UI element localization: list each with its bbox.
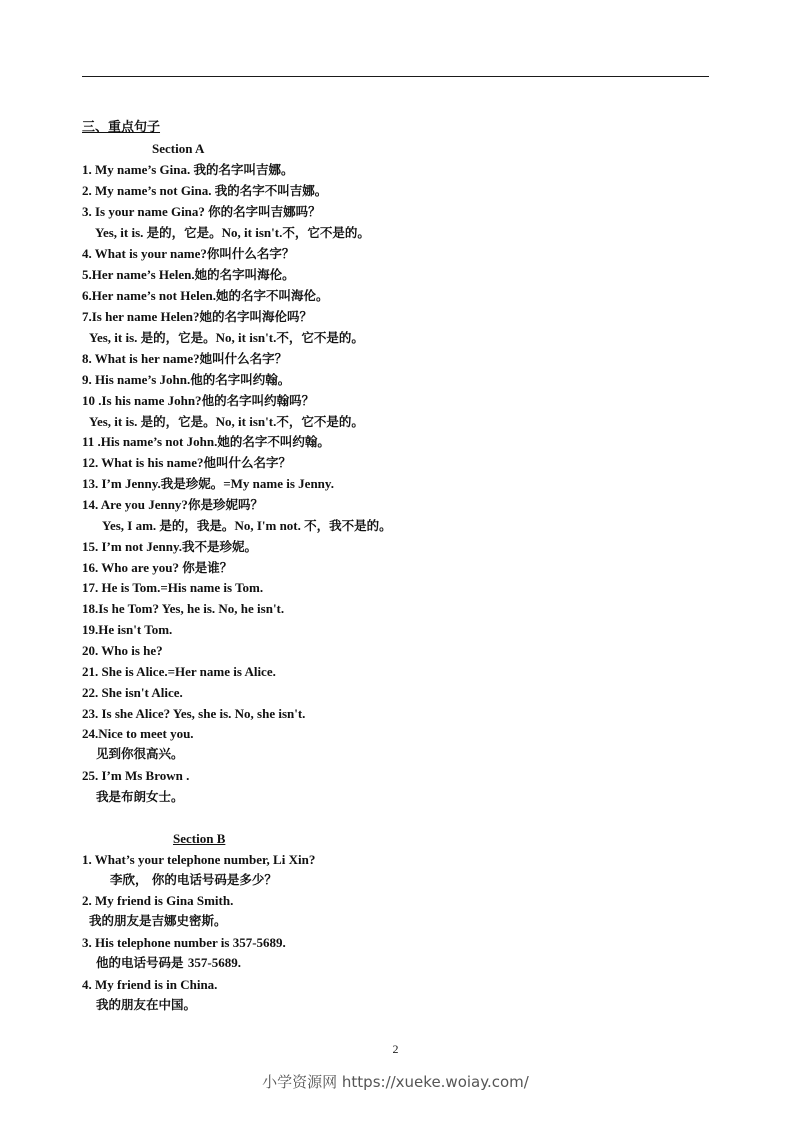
sentence-line: 22. She isn't Alice.	[82, 685, 183, 700]
sentence-line: 3. His telephone number is 357-5689.	[82, 935, 286, 950]
sentence-line	[82, 183, 327, 199]
sentence-line	[82, 476, 334, 492]
sentence-line	[82, 351, 287, 367]
sentence-line: 17. He is Tom.=His name is Tom.	[82, 580, 264, 595]
sentence-cn: 他叫什么名字？	[203, 455, 291, 470]
sentence-en: 13. I’m Jenny.	[82, 476, 161, 491]
sentence-en: 14. Are you Jenny?	[82, 497, 188, 512]
sentence-en: 5.Her name’s Helen.	[82, 267, 195, 282]
sentence-en: 3. Is your name Gina?	[82, 204, 209, 219]
translation-line: 见到你很高兴。	[96, 746, 184, 761]
answer-en-2: No, it isn't.	[221, 225, 283, 240]
answer-cn-2: 不，它不是的。	[276, 330, 364, 345]
sentence-en: 10 .Is his name John?	[82, 393, 202, 408]
header-rule	[82, 76, 709, 77]
sentence-line	[82, 539, 257, 555]
sentence-cn: 他的名字叫约翰吗？	[201, 393, 315, 408]
sentence-en: 12. What is his name?	[82, 455, 204, 470]
sentence-line	[82, 560, 232, 576]
sentence-en: 7.Is her name Helen?	[82, 309, 200, 324]
sentence-line: 4. My friend is in China.	[82, 977, 218, 992]
sentence-line: 19.He isn't Tom.	[82, 622, 173, 637]
answer-line	[89, 414, 364, 430]
sentence-en: 1. My name’s Gina.	[82, 162, 194, 177]
sentence-en: 6.Her name’s not Helen.	[82, 288, 216, 303]
sentence-cn: 你的名字叫吉娜吗？	[208, 204, 321, 219]
answer-cn-2: 不，它不是的。	[276, 414, 364, 429]
sentence-cn: 你是珍妮吗？	[187, 497, 263, 512]
sentence-cn: 他的名字叫约翰。	[190, 372, 291, 387]
sentence-line: 1. What’s your telephone number, Li Xin?	[82, 852, 316, 867]
sentence-line	[82, 309, 312, 325]
answer-en-2: No, it isn't.	[215, 414, 277, 429]
sentence-cn: 我是珍妮。	[160, 476, 224, 491]
answer-line	[89, 330, 364, 346]
answer-en: Yes, it is.	[89, 414, 141, 429]
translation-line	[96, 955, 241, 971]
answer-cn: 是的，它是。	[140, 330, 216, 345]
answer-cn: 是的，我是。	[159, 518, 235, 533]
answer-cn-2: 不，我不是的。	[304, 518, 392, 533]
sentence-cn: 她叫什么名字？	[199, 351, 288, 366]
sentence-cn: 我不是珍妮。	[182, 539, 258, 554]
answer-cn-2: 不，它不是的。	[282, 225, 370, 240]
answer-cn: 是的，它是。	[140, 414, 216, 429]
sentence-line	[82, 246, 294, 262]
sentence-en: 8. What is her name?	[82, 351, 200, 366]
sentence-en: 16. Who are you?	[82, 560, 183, 575]
sentence-line	[82, 162, 293, 178]
sentence-line	[82, 267, 295, 283]
sentence-cn: 她的名字叫海伦吗？	[199, 309, 312, 324]
section-b-title: Section B	[173, 831, 226, 846]
sentence-line	[82, 288, 328, 304]
sentence-line	[82, 204, 321, 220]
answer-line	[102, 518, 392, 534]
answer-en: Yes, it is.	[89, 330, 141, 345]
sentence-en: 4. What is your name?	[82, 246, 207, 261]
sentence-line	[82, 393, 314, 409]
section-a-title: Section A	[152, 141, 205, 156]
sentence-line	[82, 434, 330, 450]
answer-en-2: No, I'm not.	[234, 518, 305, 533]
translation-number: 357-5689.	[187, 955, 241, 970]
translation-cn: 他的电话号码是	[96, 955, 188, 970]
sentence-line: 25. I’m Ms Brown .	[82, 768, 190, 783]
watermark: 小学资源网 https://xueke.woiay.com/	[262, 1073, 529, 1091]
sentence-en: 11 .His name’s not John.	[82, 434, 218, 449]
sentence-line	[82, 497, 263, 513]
sentence-cn: 她的名字叫海伦。	[194, 267, 295, 282]
sentence-line: 2. My friend is Gina Smith.	[82, 893, 234, 908]
sentence-en-2: =My name is Jenny.	[223, 476, 334, 491]
sentence-line: 18.Is he Tom? Yes, he is. No, he isn't.	[82, 601, 285, 616]
translation-line: 李欣， 你的电话号码是多少？	[110, 872, 277, 887]
translation-line: 我的朋友是吉娜史密斯。	[89, 913, 227, 928]
sentence-line: 21. She is Alice.=Her name is Alice.	[82, 664, 276, 679]
translation-line: 我的朋友在中国。	[96, 997, 197, 1012]
answer-en: Yes, I am.	[102, 518, 160, 533]
sentence-line: 20. Who is he?	[82, 643, 163, 658]
page-number: 2	[392, 1042, 399, 1056]
sentence-cn: 她的名字不叫海伦。	[215, 288, 329, 303]
sentence-cn: 你叫什么名字？	[206, 246, 295, 261]
sentence-cn: 你是谁？	[182, 560, 233, 575]
sentence-line: 23. Is she Alice? Yes, she is. No, she isn't.	[82, 706, 306, 721]
sentence-line: 24.Nice to meet you.	[82, 726, 194, 741]
answer-cn: 是的，它是。	[146, 225, 222, 240]
sentence-cn: 我的名字叫吉娜。	[193, 162, 294, 177]
sentence-line	[82, 372, 290, 388]
answer-line	[95, 225, 370, 241]
sentence-en: 15. I’m not Jenny.	[82, 539, 183, 554]
answer-en-2: No, it isn't.	[215, 330, 277, 345]
sentence-en: 9. His name’s John.	[82, 372, 191, 387]
sentence-cn: 我的名字不叫吉娜。	[214, 183, 328, 198]
answer-en: Yes, it is.	[95, 225, 147, 240]
sentence-line	[82, 455, 291, 471]
translation-line: 我是布朗女士。	[96, 789, 184, 804]
heading-key-sentences: 三、重点句子	[82, 120, 161, 135]
sentence-en: 2. My name’s not Gina.	[82, 183, 215, 198]
sentence-cn: 她的名字不叫约翰。	[217, 434, 330, 449]
